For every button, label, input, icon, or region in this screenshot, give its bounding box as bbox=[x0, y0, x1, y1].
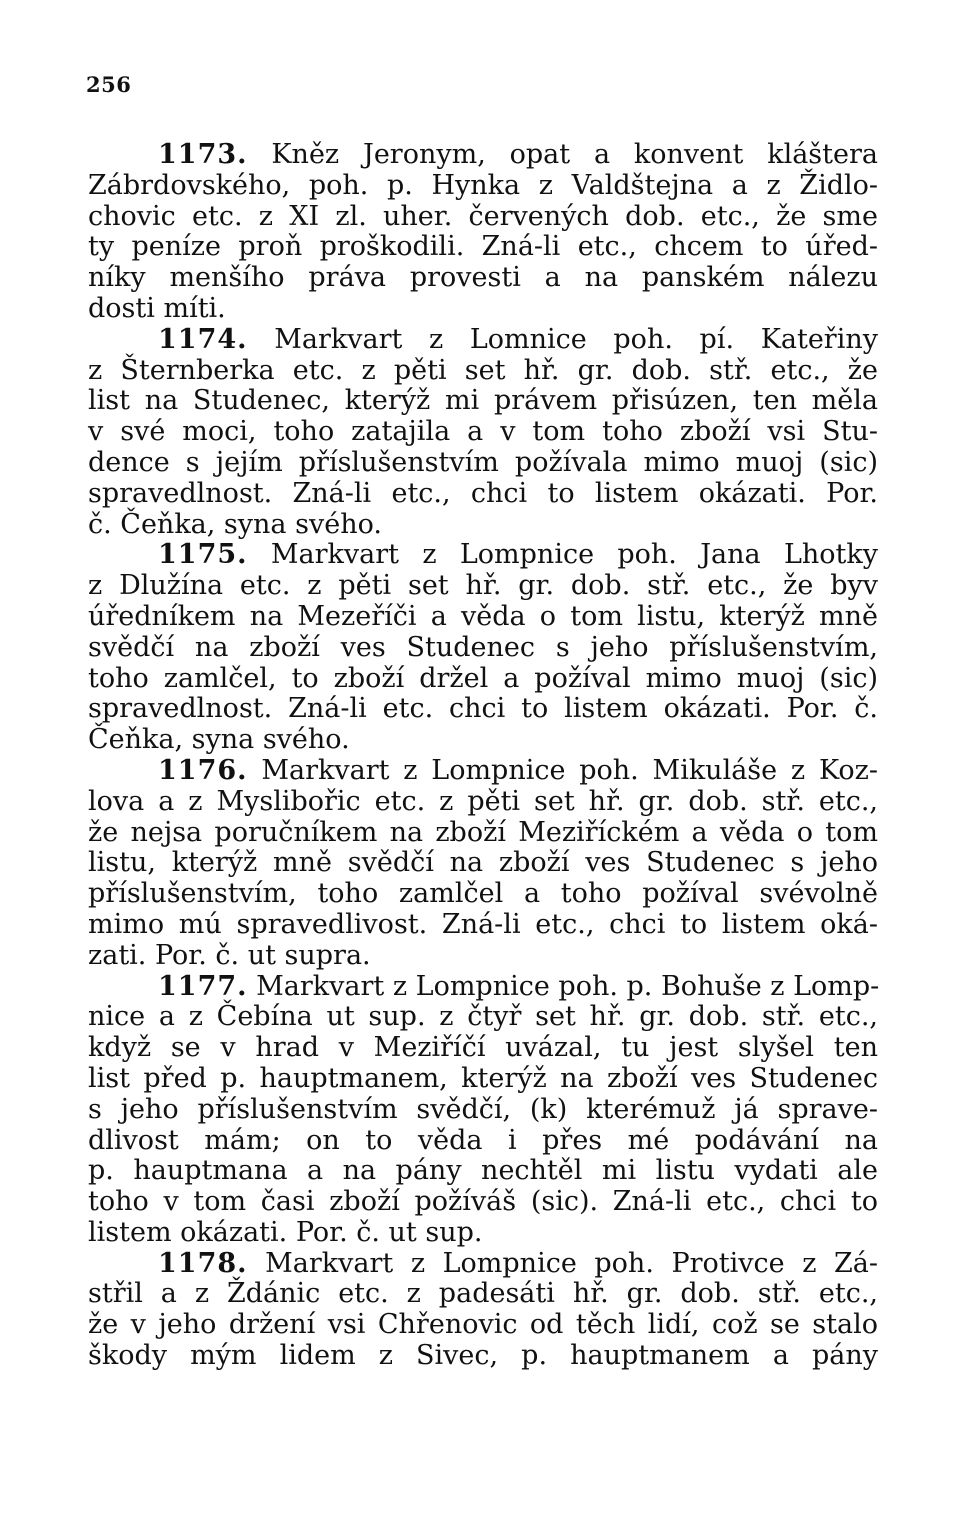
text-line bbox=[88, 386, 878, 417]
line-text: že nejsa poručníkem na zboží Meziříckém a věda o tom bbox=[88, 816, 878, 848]
line-text: ty peníze proň proškodili. Zná-li etc., chcem to úřed- bbox=[88, 231, 878, 263]
text-line bbox=[88, 325, 878, 356]
text-line bbox=[88, 1187, 878, 1218]
text-line bbox=[88, 356, 878, 387]
line-text: č. Čeňka, syna svého. bbox=[88, 508, 382, 540]
text-line bbox=[88, 756, 878, 787]
line-text: dence s jejím příslušenstvím požívala mimo muoj (sic) bbox=[88, 446, 878, 478]
text-line bbox=[88, 1095, 878, 1126]
line-text: lova a z Myslibořic etc. z pěti set hř. gr. dob. stř. etc., bbox=[88, 785, 878, 817]
text-line bbox=[88, 1341, 878, 1372]
text-line bbox=[88, 848, 878, 879]
text-line bbox=[88, 910, 878, 941]
text-line bbox=[88, 787, 878, 818]
page-number: 256 bbox=[86, 72, 132, 97]
line-text: škody mým lidem z Sivec, p. hauptmanem a pány bbox=[88, 1340, 878, 1372]
text-line bbox=[88, 941, 878, 972]
line-text: spravedlnost. Zná-li etc. chci to listem okázati. Por. č. bbox=[88, 693, 878, 725]
entry-number: 1177. bbox=[158, 970, 248, 1002]
entry-number: 1173. bbox=[158, 139, 248, 170]
line-text: Markvart z Lompnice poh. Mikuláše z Koz- bbox=[261, 754, 878, 786]
document-body bbox=[88, 140, 878, 1372]
text-line bbox=[88, 1126, 878, 1157]
text-line bbox=[88, 510, 878, 541]
line-text: z Šternberka etc. z pěti set hř. gr. dob. stř. etc., že bbox=[88, 354, 878, 386]
text-line bbox=[88, 294, 878, 325]
line-text: střil a z Ždánic etc. z padesáti hř. gr. dob. stř. etc., bbox=[88, 1278, 878, 1310]
text-line bbox=[88, 140, 878, 171]
text-line bbox=[88, 879, 878, 910]
line-text: z Dlužína etc. z pěti set hř. gr. dob. stř. etc., že byv bbox=[88, 570, 878, 602]
line-text: toho zamlčel, to zboží držel a požíval mimo muoj (sic) bbox=[88, 662, 878, 694]
text-line bbox=[88, 818, 878, 849]
line-text: chovic etc. z XI zl. uher. červených dob. etc., že sme bbox=[88, 200, 878, 232]
entry-number: 1176. bbox=[158, 754, 248, 786]
line-text: Čeňka, syna svého. bbox=[88, 724, 350, 756]
text-line bbox=[88, 171, 878, 202]
text-line bbox=[88, 1064, 878, 1095]
text-line bbox=[88, 1033, 878, 1064]
line-text: zati. Por. č. ut supra. bbox=[88, 939, 371, 971]
text-line bbox=[88, 664, 878, 695]
line-text: Markvart z Lomnice poh. pí. Kateřiny bbox=[274, 323, 878, 355]
text-line bbox=[88, 1002, 878, 1033]
line-text: Markvart z Lompnice poh. Jana Lhotky bbox=[270, 539, 878, 571]
line-text: níky menšího práva provesti a na panském nálezu bbox=[88, 262, 878, 294]
text-line bbox=[88, 602, 878, 633]
line-text: dosti míti. bbox=[88, 292, 226, 324]
text-line bbox=[88, 1156, 878, 1187]
text-line bbox=[88, 694, 878, 725]
text-line bbox=[88, 1310, 878, 1341]
line-text: Markvart z Lompnice poh. p. Bohuše z Lomp- bbox=[256, 970, 880, 1002]
text-line bbox=[88, 202, 878, 233]
text-line bbox=[88, 1249, 878, 1280]
text-line bbox=[88, 448, 878, 479]
line-text: v své moci, toho zatajila a v tom toho zboží vsi Stu- bbox=[88, 416, 878, 448]
entry-number: 1174. bbox=[158, 323, 248, 355]
line-text: mimo mú spravedlivost. Zná-li etc., chci to listem oká- bbox=[88, 908, 878, 940]
line-text: listu, kterýž mně svědčí na zboží ves Studenec s jeho bbox=[88, 847, 878, 879]
line-text: toho v tom časi zboží požíváš (sic). Zná-li etc., chci to bbox=[88, 1186, 878, 1218]
line-text: spravedlnost. Zná-li etc., chci to listem okázati. Por. bbox=[88, 477, 878, 509]
line-text: Kněz Jeronym, opat a konvent kláštera bbox=[271, 139, 878, 170]
text-line bbox=[88, 1279, 878, 1310]
entry-number: 1175. bbox=[158, 539, 248, 571]
line-text: svědčí na zboží ves Studenec s jeho příslušenstvím, bbox=[88, 631, 878, 663]
line-text: list před p. hauptmanem, kterýž na zboží ves Studenec bbox=[88, 1062, 878, 1094]
line-text: s jeho příslušenstvím svědčí, (k) kterémuž já sprave- bbox=[88, 1093, 878, 1125]
text-line bbox=[88, 725, 878, 756]
text-line bbox=[88, 1218, 878, 1249]
text-line bbox=[88, 633, 878, 664]
text-line bbox=[88, 417, 878, 448]
text-line bbox=[88, 540, 878, 571]
text-line bbox=[88, 571, 878, 602]
line-text: dlivost mám; on to věda i přes mé podávání na bbox=[88, 1124, 878, 1156]
text-line bbox=[88, 232, 878, 263]
text-line bbox=[88, 972, 878, 1003]
line-text: listem okázati. Por. č. ut sup. bbox=[88, 1216, 483, 1248]
line-text: že v jeho držení vsi Chřenovic od těch lidí, což se stalo bbox=[88, 1309, 878, 1341]
line-text: nice a z Čebína ut sup. z čtyř set hř. gr. dob. stř. etc., bbox=[88, 1001, 878, 1033]
line-text: když se v hrad v Meziříčí uvázal, tu jest slyšel ten bbox=[88, 1032, 878, 1064]
line-text: úředníkem na Mezeříči a věda o tom listu, kterýž mně bbox=[88, 600, 878, 632]
line-text: list na Studenec, kterýž mi právem přisúzen, ten měla bbox=[88, 385, 878, 417]
line-text: Zábrdovského, poh. p. Hynka z Valdštejna a z Židlo- bbox=[88, 169, 878, 201]
text-line bbox=[88, 263, 878, 294]
text-line bbox=[88, 479, 878, 510]
line-text: příslušenstvím, toho zamlčel a toho požíval svévolně bbox=[88, 878, 878, 910]
line-text: p. hauptmana a na pány nechtěl mi listu vydati ale bbox=[88, 1155, 878, 1187]
entry-number: 1178. bbox=[158, 1247, 248, 1279]
line-text: Markvart z Lompnice poh. Protivce z Zá- bbox=[265, 1247, 878, 1279]
